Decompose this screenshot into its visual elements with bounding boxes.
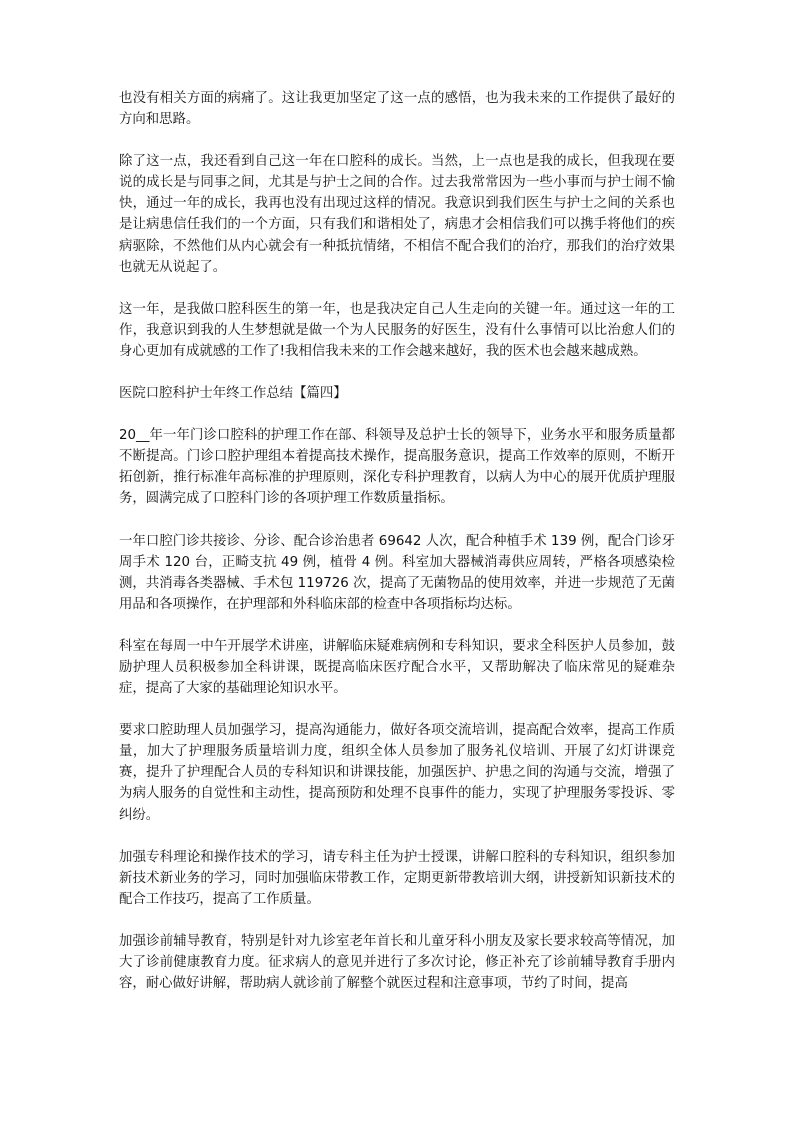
paragraph-2: 除了这一点，我还看到自己这一年在口腔科的成长。当然，上一点也是我的成长，但我现在要说的成长是与同事之间，尤其是与护士之间的合作。过去我常常因为一些小事而与护士闹不愉快，通过一年的成长，我再也没有出现过这样的情况。我意识到我们医生与护士之间的关系也是让病患信任我们的一个方面，只有我们和谐相处了，病患才会相信我们可以携手将他们的疾病驱除，不然他们从内心就会有一种抵抗情绪，不相信不配合我们的治疗，那我们的治疗效果也就无从说起了。 bbox=[119, 154, 675, 275]
paragraph-8: 加强专科理论和操作技术的学习，请专科主任为护士授课，讲解口腔科的专科知识，组织参加新技术新业务的学习，同时加强临床带教工作，定期更新带教培训大纲，讲授新知识新技术的配合工作技巧，提高了工作质量。 bbox=[119, 849, 675, 907]
paragraph-7: 要求口腔助理人员加强学习，提高沟通能力，做好各项交流培训，提高配合效率，提高工作质量，加大了护理服务质量培训力度，组织全体人员参加了服务礼仪培训、开展了幻灯讲课竞赛，提升了护理配合人员的专科知识和讲课技能，加强医护、护患之间的沟通与交流，增强了为病人服务的自觉性和主动性，提高预防和处理不良事件的能力，实现了护理服务零投诉、零纠纷。 bbox=[119, 723, 675, 823]
paragraph-1: 也没有相关方面的病痛了。这让我更加坚定了这一点的感悟，也为我未来的工作提供了最好的方向和思路。 bbox=[119, 91, 675, 128]
paragraph-4: 20__年一年门诊口腔科的护理工作在部、科领导及总护士长的领导下，业务水平和服务质量都不断提高。门诊口腔护理组本着提高技术操作，提高服务意识，提高工作效率的原则，不断开拓创新，推行标准年高标准的护理原则，深化专科护理教育，以病人为中心的展开优质护理服务，圆满完成了口腔科门诊的各项护理工作数质量指标。 bbox=[119, 428, 675, 507]
paragraph-3: 这一年，是我做口腔科医生的第一年，也是我决定自己人生走向的关键一年。通过这一年的工作，我意识到我的人生梦想就是做一个为人民服务的好医生，没有什么事情可以比治愈人们的身心更加有成就感的工作了!我相信我未来的工作会越来越好，我的医术也会越来越成熟。 bbox=[119, 301, 675, 359]
document-body bbox=[119, 88, 675, 1015]
paragraph-6: 科室在每周一中午开展学术讲座，讲解临床疑难病例和专科知识，要求全科医护人员参加，鼓励护理人员积极参加全科讲课，既提高临床医疗配合水平，又帮助解决了临床常见的疑难杂症，提高了大家的基础理论知识水平。 bbox=[119, 638, 675, 697]
section-heading: 医院口腔科护士年终工作总结【篇四】 bbox=[119, 386, 347, 402]
paragraph-5: 一年口腔门诊共接诊、分诊、配合诊治患者 69642 人次，配合种植手术 139 例，配合门诊牙周手术 120 台，正畸支抗 49 例，植骨 4 例。科室加大器械消毒供应周转，严格各项感染检测，共消毒各类器械、手术包 119726 次，提高了无菌物品的使用效率，并进一步规范了无菌用品和各项操作，在护理部和外科临床部的检查中各项指标均达标。 bbox=[119, 533, 675, 612]
paragraph-9: 加强诊前辅导教育，特别是针对九诊室老年首长和儿童牙科小朋友及家长要求较高等情况，加大了诊前健康教育力度。征求病人的意见并进行了多次讨论，修正补充了诊前辅导教育手册内容，耐心做好讲解，帮助病人就诊前了解整个就医过程和注意事项，节约了时间，提高 bbox=[119, 933, 675, 992]
